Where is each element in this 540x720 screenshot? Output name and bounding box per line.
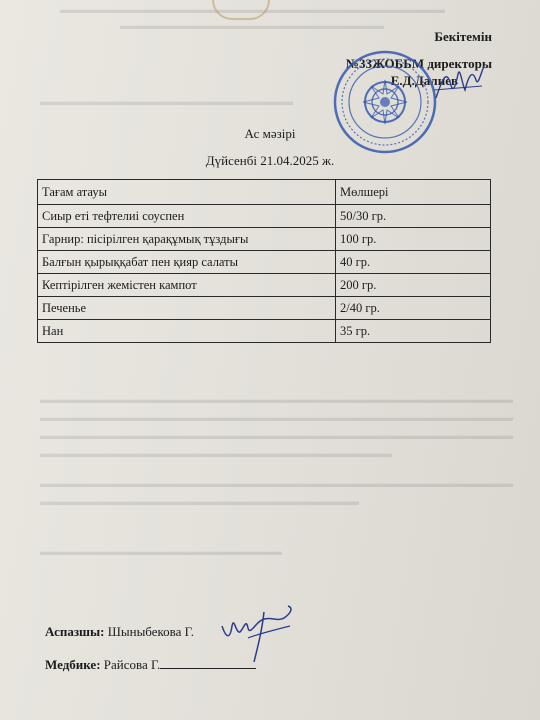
cook-signature-line — [45, 624, 194, 640]
table-header-row — [38, 180, 491, 205]
column-header-portion: Мөлшері — [336, 180, 491, 205]
bleed-through-text: ▬▬▬▬▬▬▬▬▬▬▬▬▬▬▬▬▬▬▬▬▬▬▬ — [40, 96, 293, 108]
portion-size: 200 гр. — [336, 274, 491, 297]
table-row — [38, 251, 491, 274]
table-row — [38, 297, 491, 320]
table-row — [38, 228, 491, 251]
reflection-glare — [212, 0, 270, 20]
cook-signature — [218, 604, 300, 666]
cook-label: Аспазшы: — [45, 624, 105, 639]
portion-size: 50/30 гр. — [336, 205, 491, 228]
bleed-through-text: ▬▬▬▬▬▬▬▬▬▬▬▬▬▬▬▬▬▬▬▬▬▬▬▬▬▬▬▬▬ — [40, 496, 359, 508]
table-row — [38, 274, 491, 297]
dish-name: Балғын қырыққабат пен қияр салаты — [38, 251, 336, 274]
table-row — [38, 205, 491, 228]
menu-table — [37, 179, 491, 343]
nurse-label: Медбике: — [45, 657, 101, 672]
approve-label: Бекітемін — [434, 29, 492, 44]
cook-name: Шыныбекова Г. — [107, 624, 194, 639]
portion-size: 40 гр. — [336, 251, 491, 274]
director-name: Е.Д.Далиев — [390, 73, 458, 88]
bleed-through-text: ▬▬▬▬▬▬▬▬▬▬▬▬▬▬▬▬▬▬▬▬▬▬ — [40, 546, 282, 558]
bleed-through-text: ▬▬▬▬▬▬▬▬▬▬▬▬▬▬▬▬▬▬▬▬▬▬▬▬▬▬▬▬▬▬▬▬▬▬▬▬▬▬▬▬▬▬▬ — [40, 478, 513, 490]
director-signature — [432, 60, 486, 106]
bleed-through-text: ▬▬▬▬▬▬▬▬▬▬▬▬▬▬▬▬▬▬▬▬▬▬▬▬▬▬▬▬▬▬▬▬▬▬▬▬▬▬▬▬▬▬▬ — [40, 412, 513, 424]
portion-size: 2/40 гр. — [336, 297, 491, 320]
dish-name: Нан — [38, 320, 336, 343]
dish-name: Сиыр еті тефтелиі соуспен — [38, 205, 336, 228]
dish-name: Печенье — [38, 297, 336, 320]
column-header-dish: Тағам атауы — [38, 180, 336, 205]
bleed-through-text: ▬▬▬▬▬▬▬▬▬▬▬▬▬▬▬▬▬▬▬▬▬▬▬▬▬▬▬▬▬▬▬▬▬▬▬▬▬▬▬▬▬▬▬ — [40, 430, 513, 442]
bleed-through-text: ▬▬▬▬▬▬▬▬▬▬▬▬▬▬▬▬▬▬▬▬▬▬▬▬▬▬▬▬▬▬▬▬ — [40, 448, 392, 460]
portion-size: 35 гр. — [336, 320, 491, 343]
bleed-through-text: ▬▬▬▬▬▬▬▬▬▬▬▬▬▬▬▬▬▬▬▬▬▬▬▬▬▬▬▬▬▬▬▬▬▬▬ — [60, 4, 445, 16]
portion-size: 100 гр. — [336, 228, 491, 251]
official-stamp-seal — [333, 50, 437, 154]
nurse-name: Райсова Г. — [103, 657, 161, 672]
menu-date: Дүйсенбі 21.04.2025 ж. — [205, 153, 335, 168]
bleed-through-text: ▬▬▬▬▬▬▬▬▬▬▬▬▬▬▬▬▬▬▬▬▬▬▬▬ — [120, 20, 384, 32]
dish-name: Гарнир: пісірілген қарақұмық тұздығы — [38, 228, 336, 251]
bleed-through-text: ▬▬▬▬▬▬▬▬▬▬▬▬▬▬▬▬▬▬▬▬▬▬▬▬▬▬▬▬▬▬▬▬▬▬▬▬▬▬▬▬▬▬▬ — [40, 394, 513, 406]
director-title: №33ЖОББМ директоры — [345, 56, 492, 71]
table-row — [38, 320, 491, 343]
menu-title: Ас мәзірі — [244, 126, 296, 141]
dish-name: Кептірілген жемістен кампот — [38, 274, 336, 297]
